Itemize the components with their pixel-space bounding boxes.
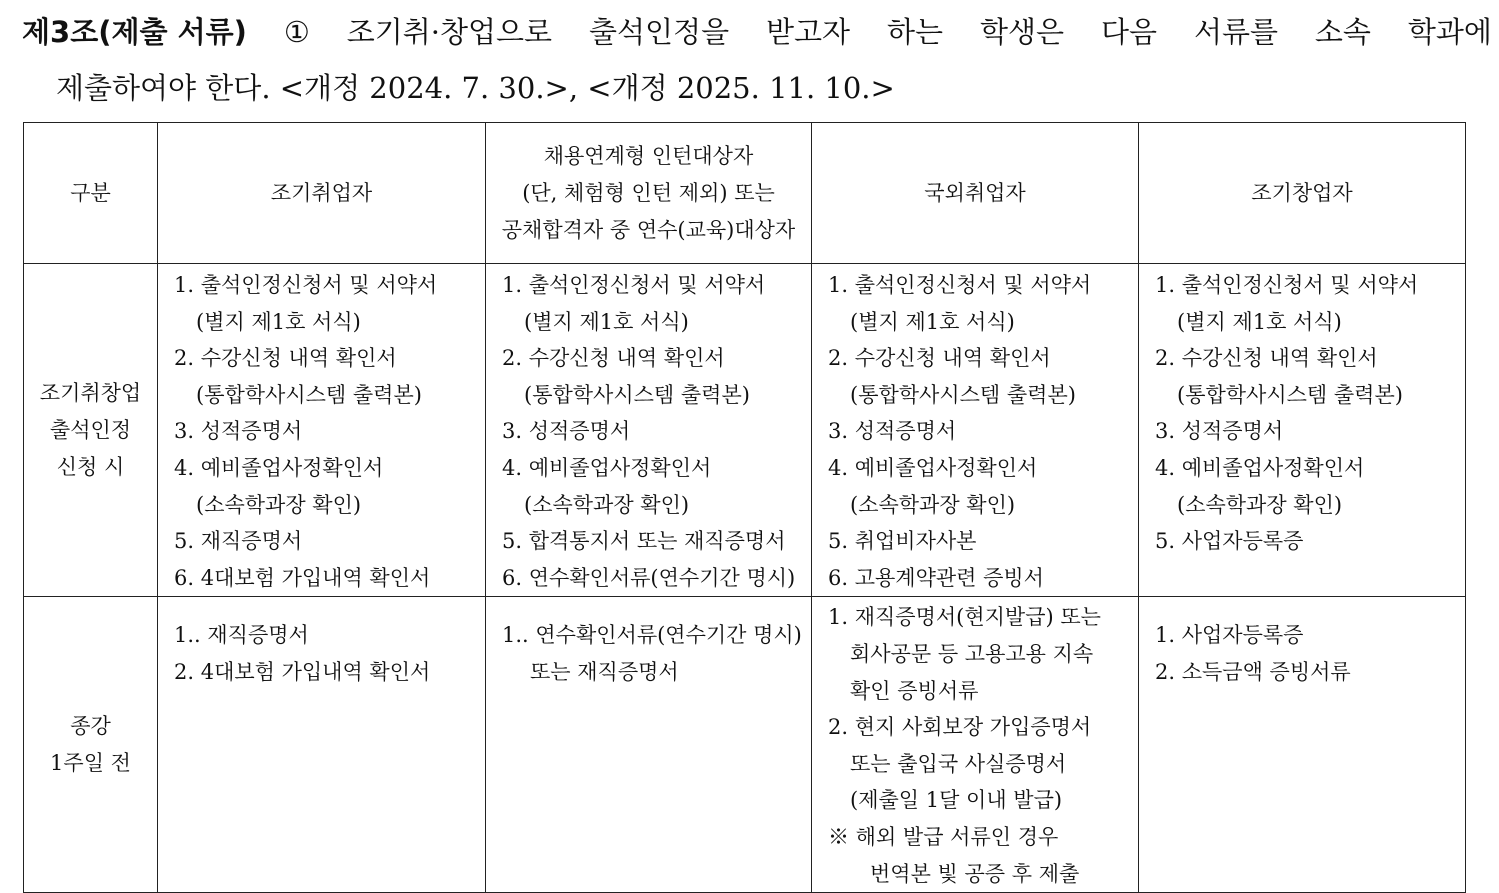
list-item: 또는 재직증명서 [530, 659, 679, 684]
article-word: 학생은 [979, 15, 1065, 49]
cell-end-overseas [812, 597, 1139, 893]
header-intern-line: 채용연계형 인턴대상자 [543, 143, 754, 168]
list-item: ※ 해외 발급 서류인 경우 [828, 824, 1059, 849]
list-item: 1.. 연수확인서류(연수기간 명시) [502, 623, 802, 648]
list-item: 6. 연수확인서류(연수기간 명시) [502, 565, 796, 590]
cell-end-startup [1139, 597, 1466, 893]
list-item: (별지 제1호 서식) [196, 309, 361, 334]
list-item: 5. 재직증명서 [174, 529, 303, 554]
list-item: (통합학사시스템 출력본) [196, 382, 422, 407]
article-heading-line1 [22, 4, 1492, 60]
list-item: 5. 취업비자사본 [828, 529, 977, 554]
documents-table [23, 122, 1466, 893]
list-item: 6. 4대보험 가입내역 확인서 [174, 565, 431, 590]
table-row-end [24, 597, 1466, 893]
row-label-apply [24, 264, 158, 597]
list-item: 4. 예비졸업사정확인서 [1155, 455, 1365, 480]
document-list [486, 264, 811, 596]
list-item: (별지 제1호 서식) [524, 309, 689, 334]
list-item: 확인 증빙서류 [850, 678, 979, 703]
list-item: (소속학과장 확인) [196, 492, 362, 517]
list-item: 2. 4대보험 가입내역 확인서 [174, 659, 431, 684]
list-item: 5. 합격통지서 또는 재직증명서 [502, 529, 786, 554]
list-item: 2. 수강신청 내역 확인서 [502, 346, 725, 371]
cell-apply-intern [486, 264, 812, 597]
table-row-apply [24, 264, 1466, 597]
list-item: 또는 출입국 사실증명서 [850, 751, 1067, 776]
list-item: 회사공문 등 고용고용 지속 [850, 641, 1094, 666]
article-word: 조기취·창업으로 [346, 15, 553, 49]
list-item: 4. 예비졸업사정확인서 [502, 455, 712, 480]
row-label-end [24, 597, 158, 893]
list-item: (통합학사시스템 출력본) [524, 382, 750, 407]
cell-end-intern [486, 597, 812, 893]
article-word: 소속 [1314, 15, 1371, 49]
list-item: (소속학과장 확인) [850, 492, 1016, 517]
list-item: 2. 수강신청 내역 확인서 [1155, 346, 1378, 371]
document-list [1139, 597, 1465, 690]
row-label-line: 출석인정 [49, 417, 132, 442]
article-word: 다음 [1100, 15, 1157, 49]
document-list [486, 597, 811, 690]
article-title: 제3조(제출 서류) [22, 15, 247, 49]
list-item: (소속학과장 확인) [524, 492, 690, 517]
cell-apply-early-employee [158, 264, 486, 597]
list-item: 4. 예비졸업사정확인서 [828, 455, 1038, 480]
list-item: 1. 출석인정신청서 및 서약서 [174, 273, 438, 297]
cell-apply-startup [1139, 264, 1466, 597]
list-item: 1.. 재직증명서 [174, 623, 309, 648]
article-word: 학과에 [1407, 15, 1492, 49]
list-item: 1. 출석인정신청서 및 서약서 [1155, 273, 1419, 297]
list-item: 4. 예비졸업사정확인서 [174, 455, 384, 480]
row-label-line: 조기취창업 [39, 380, 142, 405]
row-label-line: 종강 [70, 713, 111, 738]
header-intern-line: 공채합격자 중 연수(교육)대상자 [501, 217, 796, 242]
header-category: 구분 [24, 123, 158, 264]
table-header-row [24, 123, 1466, 264]
article-word: 하는 [887, 15, 944, 49]
list-item: (통합학사시스템 출력본) [1177, 382, 1403, 407]
cell-end-early-employee [158, 597, 486, 893]
document-list [1139, 264, 1465, 560]
article-heading [22, 4, 1492, 116]
list-item: 3. 성적증명서 [502, 419, 631, 444]
list-item: 1. 사업자등록증 [1155, 623, 1304, 648]
article-word: 출석인정을 [589, 15, 730, 49]
list-item: 1. 출석인정신청서 및 서약서 [828, 273, 1092, 297]
document-list [812, 597, 1138, 892]
list-item: (제출일 1달 이내 발급) [850, 788, 1063, 813]
list-item: 6. 고용계약관련 증빙서 [828, 565, 1044, 590]
header-intern [486, 123, 812, 264]
list-item: (통합학사시스템 출력본) [850, 382, 1076, 407]
header-startup: 조기창업자 [1139, 123, 1466, 264]
document-list [158, 597, 485, 690]
header-early-employee: 조기취업자 [158, 123, 486, 264]
list-item: 1. 재직증명서(현지발급) 또는 [828, 605, 1101, 630]
list-item: 2. 수강신청 내역 확인서 [174, 346, 397, 371]
list-item: (별지 제1호 서식) [1177, 309, 1342, 334]
article-heading-line2: 제출하여야 한다. <개정 2024. 7. 30.>, <개정 2025. 11. 10.> [56, 71, 895, 105]
list-item: 2. 소득금액 증빙서류 [1155, 659, 1351, 684]
list-item: (소속학과장 확인) [1177, 492, 1343, 517]
list-item: 3. 성적증명서 [828, 419, 957, 444]
list-item: 2. 수강신청 내역 확인서 [828, 346, 1051, 371]
list-item: 1. 출석인정신청서 및 서약서 [502, 273, 766, 297]
row-label-line: 1주일 전 [50, 750, 131, 775]
list-item: 번역본 빛 공증 후 제출 [870, 861, 1080, 886]
article-word: 받고자 [766, 15, 851, 49]
list-item: 3. 성적증명서 [174, 419, 303, 444]
article-word: ① [283, 15, 310, 49]
document-list [812, 264, 1138, 596]
row-label-line: 신청 시 [56, 454, 125, 479]
document-list [158, 264, 485, 596]
list-item: 3. 성적증명서 [1155, 419, 1284, 444]
list-item: (별지 제1호 서식) [850, 309, 1015, 334]
header-intern-line: (단, 체험형 인턴 제외) 또는 [522, 180, 775, 205]
header-overseas: 국외취업자 [812, 123, 1139, 264]
cell-apply-overseas [812, 264, 1139, 597]
list-item: 2. 현지 사회보장 가입증명서 [828, 715, 1092, 740]
article-word: 서류를 [1193, 15, 1278, 49]
list-item: 5. 사업자등록증 [1155, 529, 1304, 554]
